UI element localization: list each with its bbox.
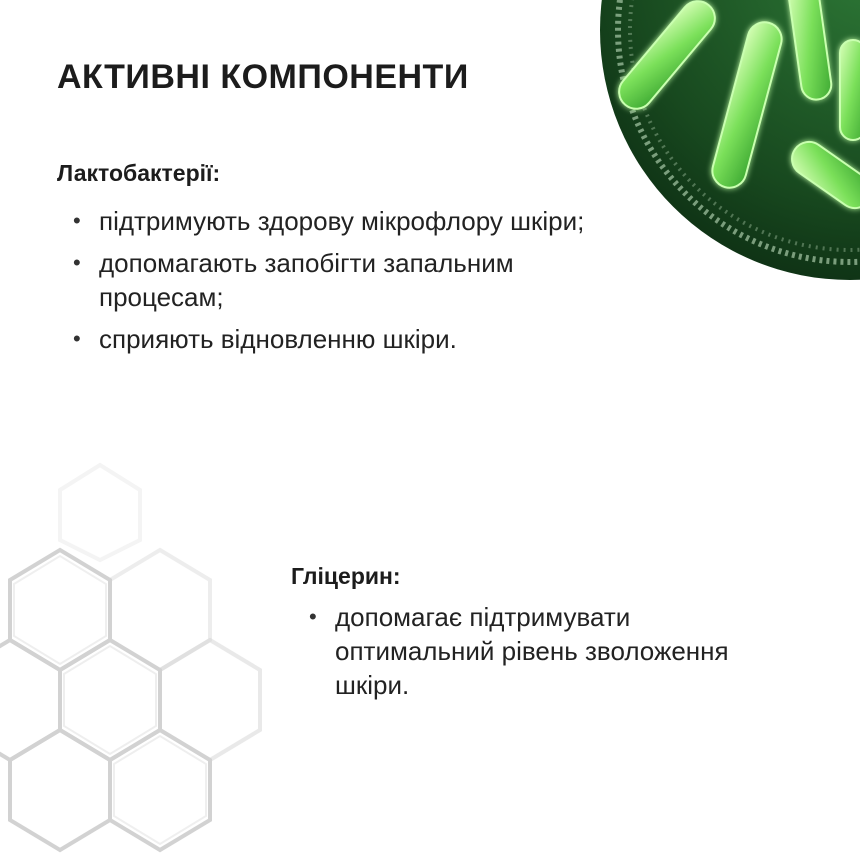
glycerin-title: Гліцерин:: [291, 563, 401, 589]
glycerin-benefits-list: [294, 600, 794, 710]
lactobacteria-benefits-list: [58, 204, 618, 364]
list-item: • допомагають запобігти запальним процесам;: [73, 248, 514, 312]
list-item: • підтримують здорову мікрофлору шкіри;: [73, 206, 585, 236]
bullet-icon: •: [73, 326, 81, 351]
lactobacteria-title: Лактобактерії:: [57, 160, 221, 186]
glycerin-bubbles-image: [0, 430, 300, 860]
bullet-icon: •: [73, 208, 81, 233]
list-item: • допомагає підтримувати оптимальний рівень зволоження шкіри.: [309, 602, 729, 700]
bullet-icon: •: [309, 604, 317, 629]
petri-dish-bacteria-image: [600, 0, 860, 285]
list-item: • сприяють відновленню шкіри.: [73, 324, 457, 354]
page-title: АКТИВНІ КОМПОНЕНТИ: [57, 58, 469, 96]
bullet-icon: •: [73, 250, 81, 275]
